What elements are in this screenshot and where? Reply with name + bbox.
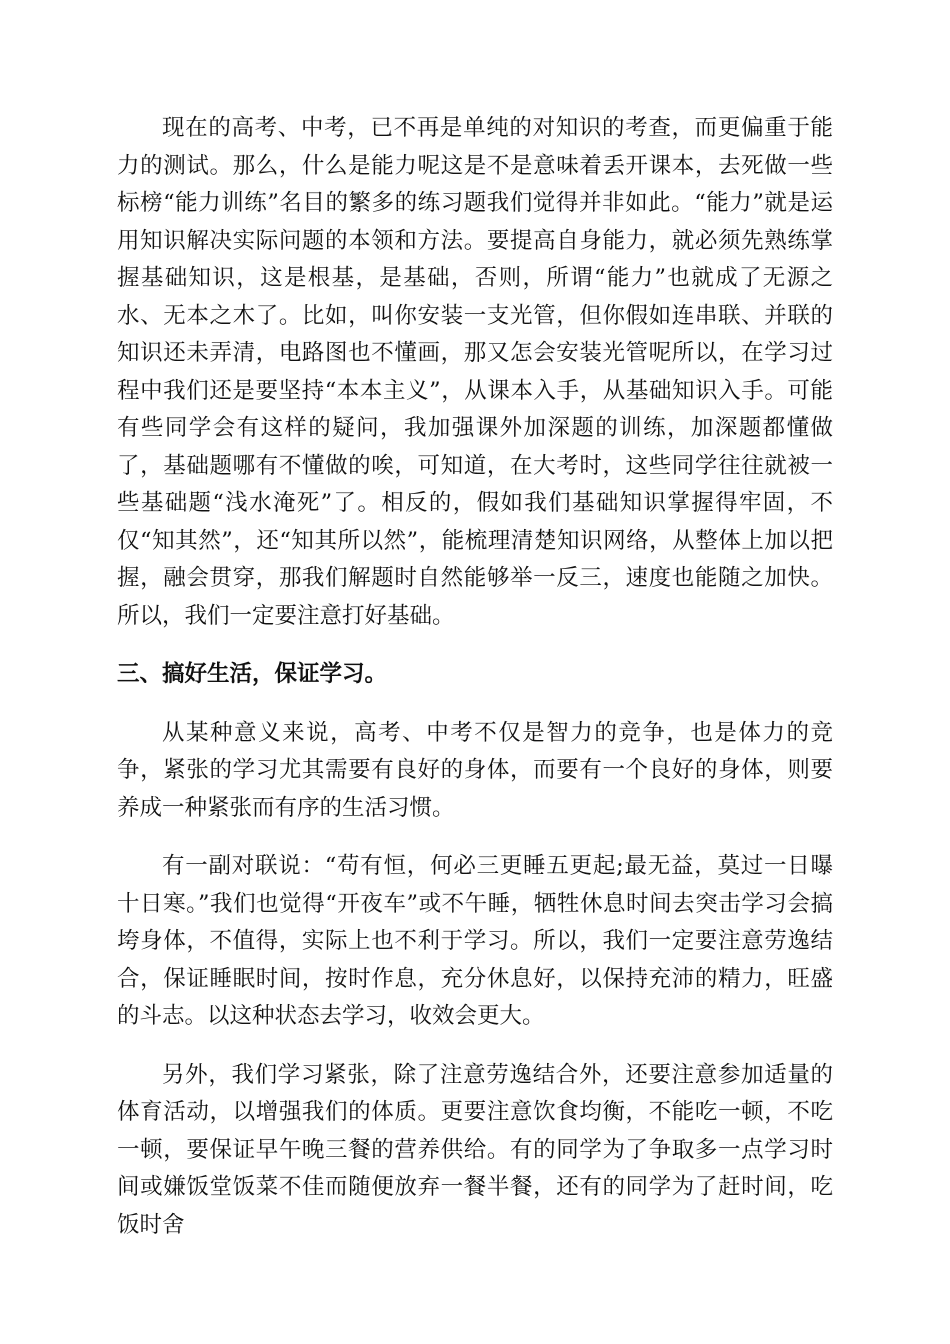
paragraph-ability: 现在的高考、中考，已不再是单纯的对知识的考查，而更偏重于能力的测试。那么，什么是能力呢这是不是意味着丢开课本，去死做一些标榜“能力训练”名目的繁多的练习题我们觉得并非如此。“能力”就是运用知识解决实际问题的本领和方法。要提高自身能力，就必须先熟练掌握基础知识，这是根基，是基础，否则，所谓“能力”也就成了无源之水、无本之木了。比如，叫你安装一支光管，但你假如连串联、并联的知识还未弄清，电路图也不懂画，那又怎会安装光管呢所以，在学习过程中我们还是要坚持“本本主义”，从课本入手，从基础知识入手。可能有些同学会有这样的疑问，我加强课外加深题的训练，加深题都懂做了，基础题哪有不懂做的唉，可知道，在大考时，这些同学往往就被一些基础题“浅水淹死”了。相反的，假如我们基础知识掌握得牢固，不仅“知其然”，还“知其所以然”，能梳理清楚知识网络，从整体上加以把握，融会贯穿，那我们解题时自然能够举一反三，速度也能随之加快。所以，我们一定要注意打好基础。 [117,115,833,629]
document-page [117,110,833,1244]
paragraph-couplet: 有一副对联说：“苟有恒，何必三更睡五更起;最无益，莫过一日曝十日寒。”我们也觉得“开夜车”或不午睡，牺牲休息时间去突击学习会搞垮身体，不值得，实际上也不利于学习。所以，我们一定要注意劳逸结合，保证睡眠时间，按时作息，充分休息好，以保持充沛的精力，旺盛的斗志。以这种状态去学习，收效会更大。 [117,853,833,1029]
paragraph-exercise-diet: 另外，我们学习紧张，除了注意劳逸结合外，还要注意参加适量的体育活动，以增强我们的体质。更要注意饮食均衡，不能吃一顿，不吃一顿，要保证早午晚三餐的营养供给。有的同学为了争取多一点学习时间或嫌饭堂饭菜不佳而随便放弃一餐半餐，还有的同学为了赶时间，吃饭时舍 [117,1061,833,1238]
paragraph-physical-competition: 从某种意义来说，高考、中考不仅是智力的竞争，也是体力的竞争，紧张的学习尤其需要有良好的身体，而要有一个良好的身体，则要养成一种紧张而有序的生活习惯。 [117,719,833,821]
section-heading-life: 三、搞好生活，保证学习。 [117,661,388,687]
